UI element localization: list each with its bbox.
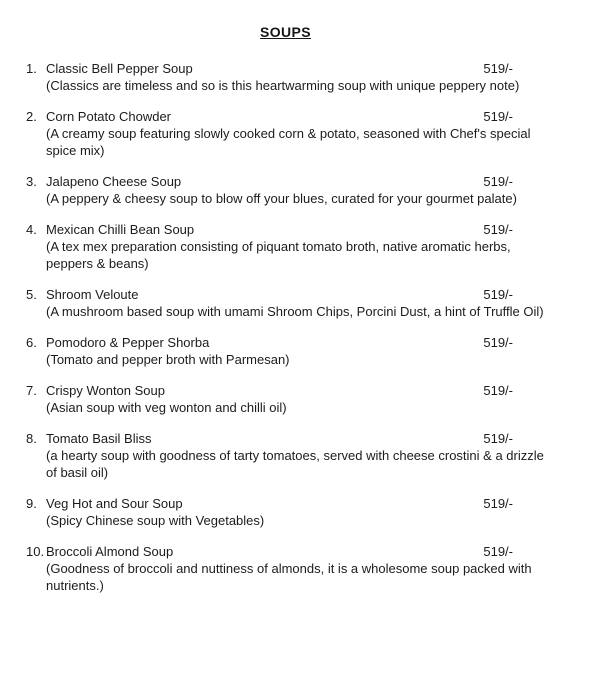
item-description: (A peppery & cheesy soup to blow off your blues, curated for your gourmet palate)	[46, 191, 517, 206]
item-number: 10.	[26, 544, 45, 559]
item-description: (Goodness of broccoli and nuttiness of almonds, it is a wholesome soup packed with nutrients.)	[46, 561, 532, 593]
item-body	[46, 430, 545, 481]
item-number: 6.	[26, 335, 37, 350]
item-description: (Classics are timeless and so is this heartwarming soup with unique peppery note)	[46, 78, 520, 93]
item-name-row	[46, 286, 545, 303]
item-number: 7.	[26, 383, 37, 398]
item-price: 519/-	[483, 109, 513, 124]
menu-item	[26, 543, 545, 594]
item-name-row	[46, 495, 545, 512]
item-name-row	[46, 334, 545, 351]
item-name-row	[46, 221, 545, 238]
item-name-row	[46, 173, 545, 190]
item-name-row	[46, 108, 545, 125]
item-description: (A creamy soup featuring slowly cooked corn & potato, seasoned with Chef's special spice mix)	[46, 126, 531, 158]
item-description: (Tomato and pepper broth with Parmesan)	[46, 352, 290, 367]
item-description: (a hearty soup with goodness of tarty tomatoes, served with cheese crostini & a drizzle of basil oil)	[46, 448, 544, 480]
item-name: Veg Hot and Sour Soup	[46, 496, 183, 511]
item-body	[46, 543, 545, 594]
item-body	[46, 495, 545, 529]
item-number: 2.	[26, 109, 37, 124]
item-price: 519/-	[483, 383, 513, 398]
item-name-row	[46, 430, 545, 447]
item-name-row	[46, 382, 545, 399]
item-number: 8.	[26, 431, 37, 446]
menu-item	[26, 60, 545, 94]
item-number: 3.	[26, 174, 37, 189]
item-body	[46, 286, 545, 320]
item-body	[46, 108, 545, 159]
item-price: 519/-	[483, 61, 513, 76]
item-number: 4.	[26, 222, 37, 237]
item-price: 519/-	[483, 544, 513, 559]
item-description: (Spicy Chinese soup with Vegetables)	[46, 513, 265, 528]
item-name: Jalapeno Cheese Soup	[46, 174, 182, 189]
item-price: 519/-	[483, 287, 513, 302]
item-name: Corn Potato Chowder	[46, 109, 172, 124]
item-number: 9.	[26, 496, 37, 511]
item-name: Crispy Wonton Soup	[46, 383, 165, 398]
item-number: 1.	[26, 61, 37, 76]
item-price: 519/-	[483, 431, 513, 446]
item-name: Broccoli Almond Soup	[46, 544, 174, 559]
menu-item	[26, 286, 545, 320]
item-description: (A mushroom based soup with umami Shroom Chips, Porcini Dust, a hint of Truffle Oil)	[46, 304, 544, 319]
item-name: Classic Bell Pepper Soup	[46, 61, 193, 76]
item-name: Mexican Chilli Bean Soup	[46, 222, 195, 237]
menu-item	[26, 173, 545, 207]
item-name: Tomato Basil Bliss	[46, 431, 152, 446]
item-body	[46, 221, 545, 272]
item-name-row	[46, 543, 545, 560]
item-body	[46, 173, 545, 207]
item-price: 519/-	[483, 174, 513, 189]
item-price: 519/-	[483, 496, 513, 511]
item-description: (A tex mex preparation consisting of piquant tomato broth, native aromatic herbs, peppers & beans)	[46, 239, 511, 271]
menu-item	[26, 382, 545, 416]
item-body	[46, 382, 545, 416]
item-name: Pomodoro & Pepper Shorba	[46, 335, 210, 350]
item-number: 5.	[26, 287, 37, 302]
item-name-row	[46, 60, 545, 77]
item-description: (Asian soup with veg wonton and chilli oil)	[46, 400, 287, 415]
menu-item	[26, 334, 545, 368]
item-body	[46, 60, 545, 94]
menu-item	[26, 108, 545, 159]
item-price: 519/-	[483, 222, 513, 237]
menu-item	[26, 221, 545, 272]
menu-item	[26, 430, 545, 481]
item-body	[46, 334, 545, 368]
menu-list	[26, 60, 545, 594]
item-name: Shroom Veloute	[46, 287, 139, 302]
menu-item	[26, 495, 545, 529]
item-price: 519/-	[483, 335, 513, 350]
section-title: SOUPS	[259, 24, 311, 40]
